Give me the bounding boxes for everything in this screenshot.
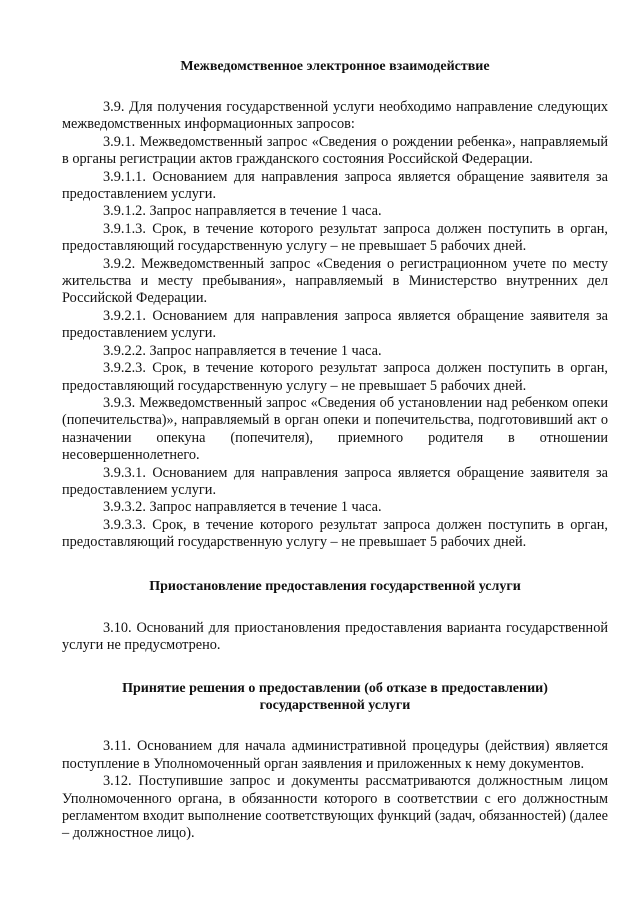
paragraph-3-9-1-3: 3.9.1.3. Срок, в течение которого результат запроса должен поступить в орган, предоставляющий государственную услугу – не превышает 5 рабочих дней.: [62, 220, 608, 255]
section-heading-decision-line2: государственной услуги: [259, 698, 411, 714]
paragraph-3-11: 3.11. Основанием для начала административной процедуры (действия) является поступление в Уполномоченный орган заявления и приложенных к нему документов.: [62, 738, 608, 772]
section-body-decision: [62, 738, 608, 842]
paragraph-3-9-2-1: 3.9.2.1. Основанием для направления запроса является обращение заявителя за предоставлением услуги.: [62, 307, 608, 342]
paragraph-3-9-1-2: 3.9.1.2. Запрос направляется в течение 1 часа.: [103, 203, 382, 220]
section-body-suspension: [62, 620, 608, 655]
paragraph-3-9-2-2: 3.9.2.2. Запрос направляется в течение 1 часа.: [103, 342, 382, 359]
paragraph-3-9-3-3: 3.9.3.3. Срок, в течение которого результат запроса должен поступить в орган, предоставляющий государственную услугу – не превышает 5 рабочих дней.: [62, 516, 608, 551]
section-heading-interagency: Межведомственное электронное взаимодействие: [180, 59, 490, 74]
section-body-interagency: [62, 99, 608, 552]
paragraph-3-12: 3.12. Поступившие запрос и документы рассматриваются должностным лицом Уполномоченного органа, в обязанности которого в соответствии с его должностным регламентом входит выполнение соответствующих функций (задач, обязанностей) (далее – должностное лицо).: [62, 773, 608, 842]
paragraph-3-10: 3.10. Оснований для приостановления предоставления варианта государственной услуги не предусмотрено.: [62, 619, 608, 653]
paragraph-3-9-3: 3.9.3. Межведомственный запрос «Сведения об установлении над ребенком опеки (попечительства)», направляемый в орган опеки и попечительства, подготовивший акт о назначении опекуна (попечителя), приемного родителя в отношении несовершеннолетнего.: [62, 394, 608, 464]
document-page: [62, 58, 608, 843]
paragraph-3-9-2-3: 3.9.2.3. Срок, в течение которого результат запроса должен поступить в орган, предоставляющий государственную услугу – не превышает 5 рабочих дней.: [62, 360, 608, 394]
section-heading-decision: [62, 680, 608, 714]
paragraph-3-9-3-1: 3.9.3.1. Основанием для направления запроса является обращение заявителя за предоставлением услуги.: [62, 464, 608, 498]
section-heading-suspension: Приостановление предоставления государственной услуги: [149, 578, 521, 594]
paragraph-3-9-1-1: 3.9.1.1. Основанием для направления запроса является обращение заявителя за предоставлением услуги.: [62, 168, 608, 203]
section-heading-decision-line1: Принятие решения о предоставлении (об отказе в предоставлении): [122, 681, 548, 697]
paragraph-3-9-3-2: 3.9.3.2. Запрос направляется в течение 1 часа.: [103, 499, 382, 516]
paragraph-3-9-1: 3.9.1. Межведомственный запрос «Сведения о рождении ребенка», направляемый в органы регистрации актов гражданского состояния Российской Федерации.: [62, 133, 608, 168]
paragraph-3-9-2: 3.9.2. Межведомственный запрос «Сведения о регистрационном учете по месту жительства и месту пребывания», направляемый в Министерство внутренних дел Российской Федерации.: [62, 255, 608, 307]
paragraph-3-9: 3.9. Для получения государственной услуги необходимо направление следующих межведомственных информационных запросов:: [62, 99, 608, 133]
